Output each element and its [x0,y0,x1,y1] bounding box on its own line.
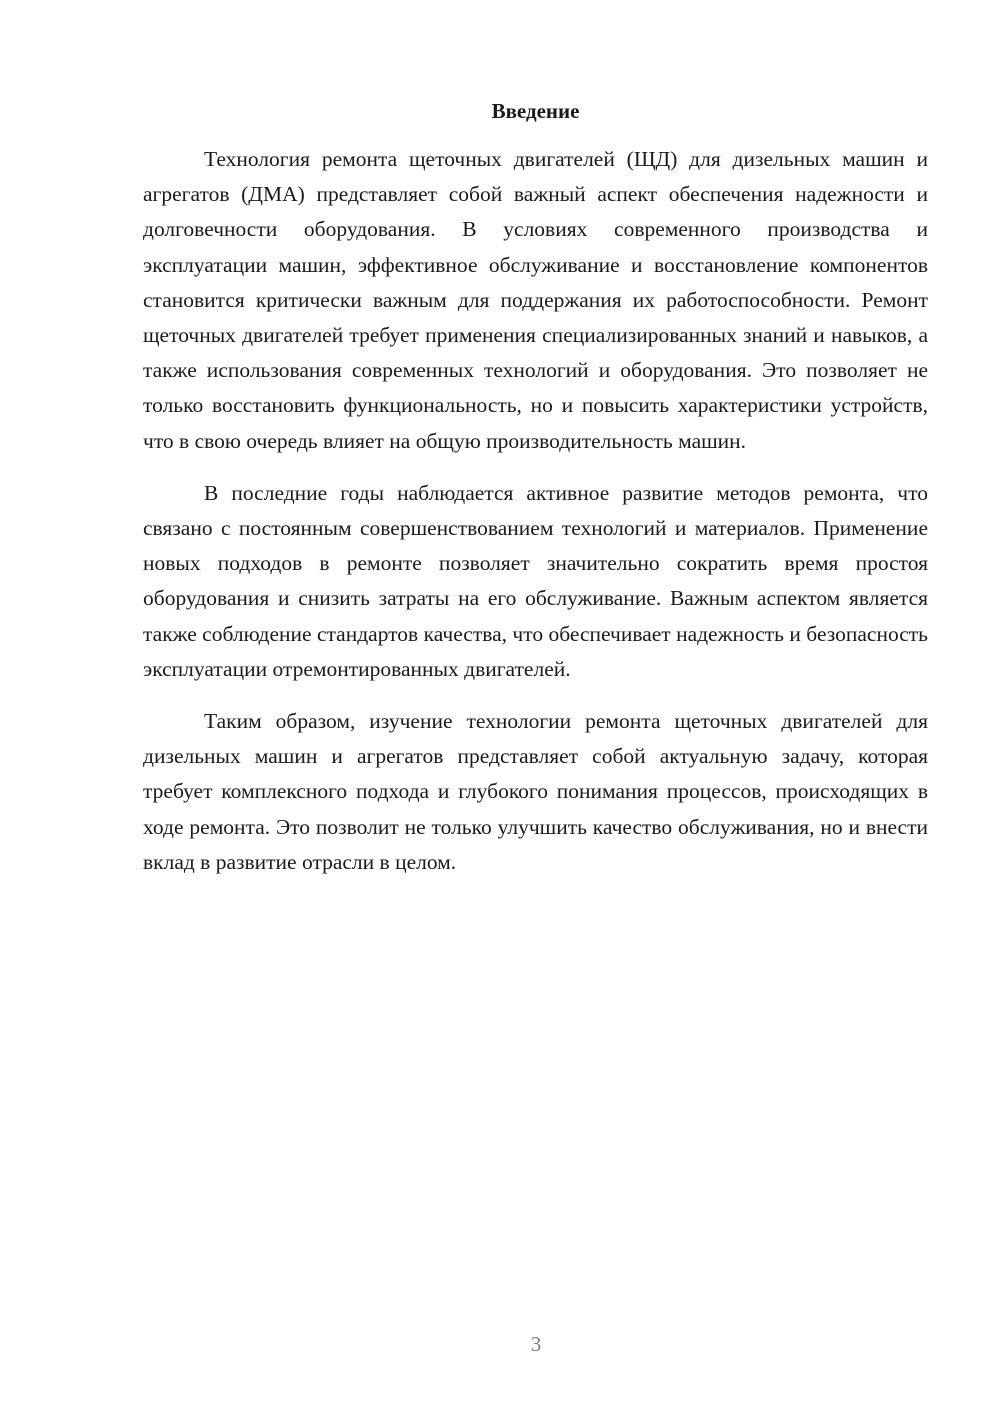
page-number: 3 [530,1332,542,1356]
body-text [143,142,928,897]
paragraph-2: В последние годы наблюдается активное развитие методов ремонта, что связано с постоянным совершенствованием технологий и материалов. Применение новых подходов в ремонте позволяет значительно сократить время простоя оборудования и снизить затраты на его обслуживание. Важным аспектом является также соблюдение стандартов качества, что обеспечивает надежность и безопасность эксплуатации отремонтированных двигателей. [143,480,928,681]
paragraph-3: Таким образом, изучение технологии ремонта щеточных двигателей для дизельных машин и агрегатов представляет собой актуальную задачу, которая требует комплексного подхода и глубокого понимания процессов, происходящих в ходе ремонта. Это позволит не только улучшить качество обслуживания, но и внести вклад в развитие отрасли в целом. [143,709,928,874]
paragraph-1: Технология ремонта щеточных двигателей (ЩД) для дизельных машин и агрегатов (ДМА) представляет собой важный аспект обеспечения надежности и долговечности оборудования. В условиях современного производства и эксплуатации машин, эффективное обслуживание и восстановление компонентов становится критически важным для поддержания их работоспособности. Ремонт щеточных двигателей требует применения специализированных знаний и навыков, а также использования современных технологий и оборудования. Это позволяет не только восстановить функциональность, но и повысить характеристики устройств, что в свою очередь влияет на общую производительность машин. [143,147,928,453]
section-heading: Введение [491,99,580,123]
